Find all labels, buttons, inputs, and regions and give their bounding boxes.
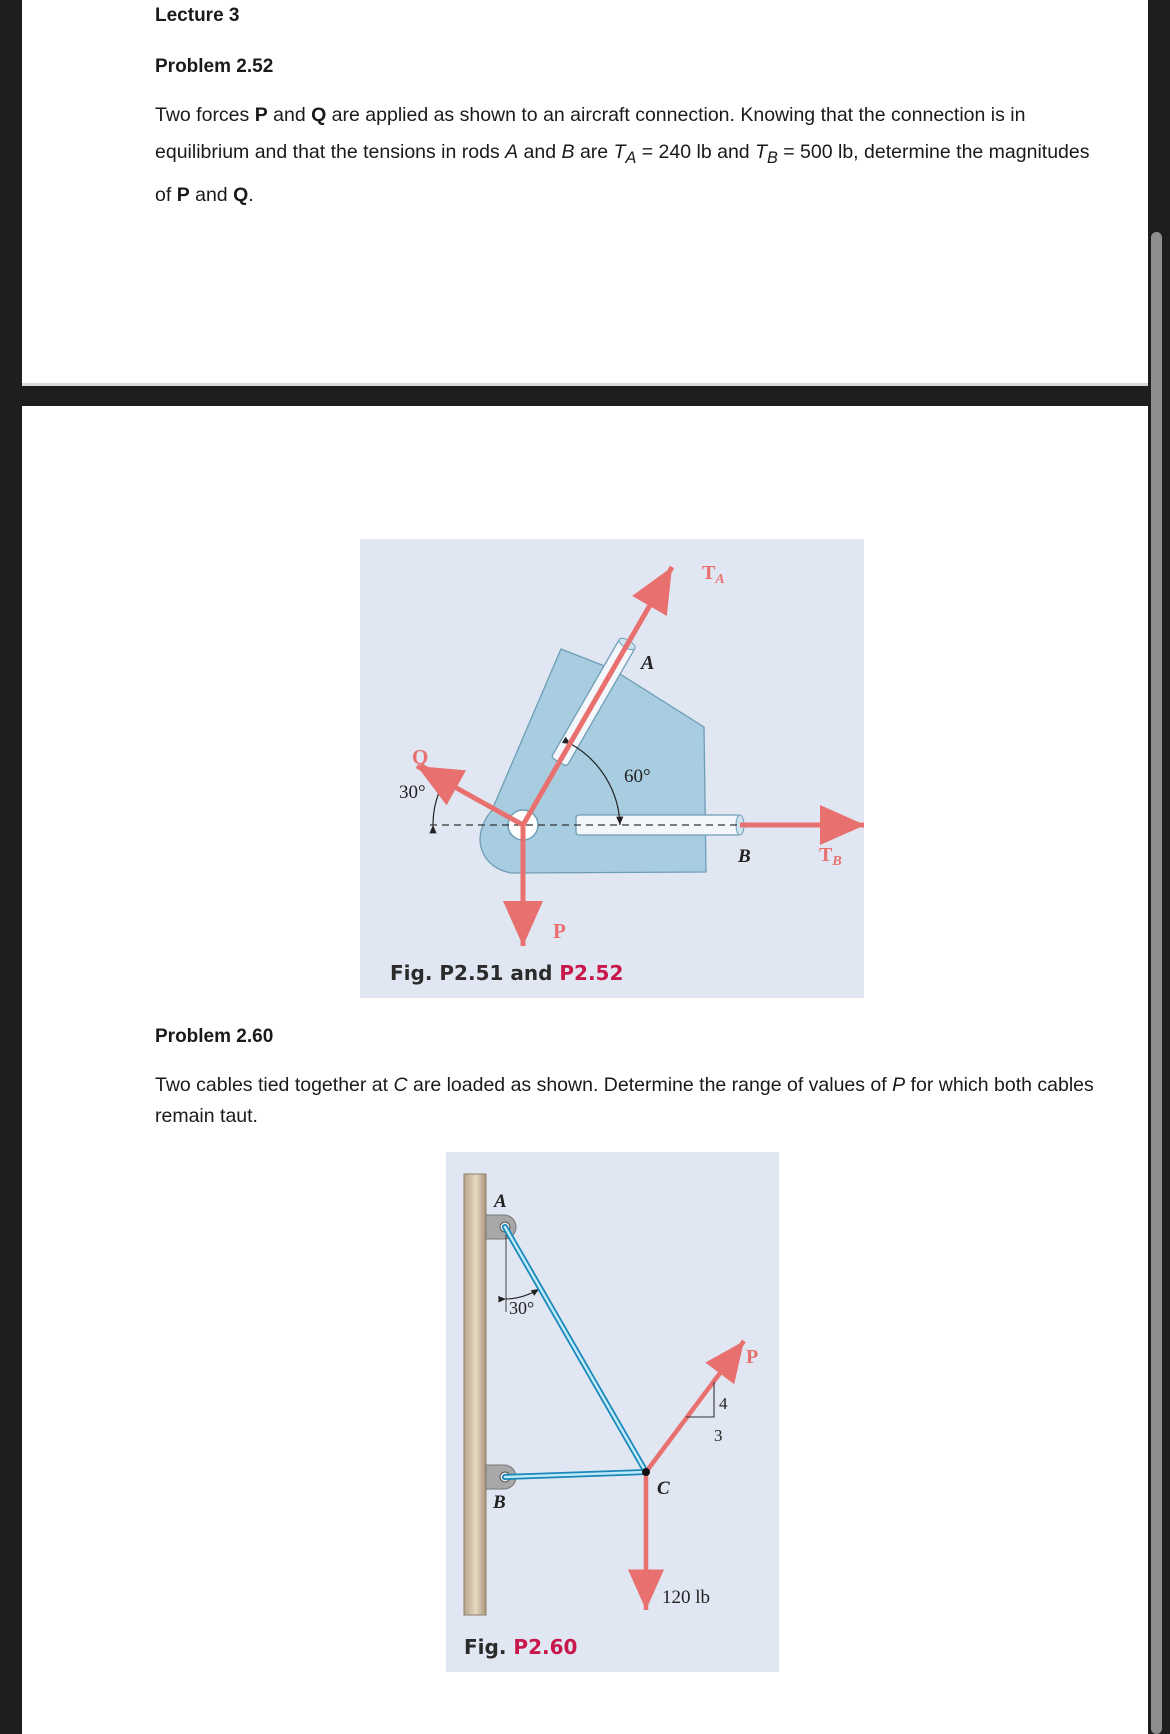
figure-p2-60-diagram <box>446 1152 779 1672</box>
document-page-1 <box>22 0 1148 383</box>
figure-p2-51-diagram <box>360 539 864 998</box>
angle-arc-30 <box>433 780 445 825</box>
label-q: Q <box>412 745 429 769</box>
vertical-scrollbar[interactable] <box>1151 232 1162 1734</box>
label-b: B <box>738 846 751 867</box>
figure-p2-60-panel <box>446 1152 779 1672</box>
label-a: A <box>641 652 655 674</box>
document-page-2 <box>22 406 1148 1734</box>
label-60-deg: 60° <box>624 766 651 787</box>
page-separator <box>22 383 1148 386</box>
label-c: C <box>657 1478 670 1499</box>
problem-260-heading: Problem 2.60 <box>155 1026 274 1047</box>
figure-p2-51-caption: Fig. P2.51 and P2.52 <box>390 961 624 985</box>
label-30-deg: 30° <box>399 782 426 803</box>
node-c <box>642 1468 650 1476</box>
label-p: P <box>553 919 566 943</box>
label-a: A <box>494 1191 507 1212</box>
lecture-title: Lecture 3 <box>155 5 240 26</box>
problem-252-statement: Two forces P and Q are applied as shown to an aircraft connection. Knowing that the connection is in equilibrium and that the tensions in rods A and B are $T_A = 240$ lb and $T_B = 500$ lb, determine the magnitudes of P and Q. <box>155 104 1090 206</box>
label-slope-3: 3 <box>714 1426 723 1445</box>
label-b: B <box>493 1492 506 1513</box>
label-p: P <box>746 1346 759 1368</box>
problem-252-heading: Problem 2.52 <box>155 56 274 77</box>
label-30-deg: 30° <box>509 1298 535 1318</box>
wall <box>464 1174 486 1615</box>
force-p-arrow <box>646 1341 744 1472</box>
figure-p2-51-panel <box>360 539 864 998</box>
problem-260-statement: Two cables tied together at C are loaded as shown. Determine the range of values of P for which both cables remain taut. <box>155 1074 1094 1127</box>
label-slope-4: 4 <box>719 1394 728 1413</box>
figure-p2-60-caption: Fig. P2.60 <box>464 1635 578 1659</box>
label-load: 120 lb <box>662 1587 711 1608</box>
label-tb: $T_B$ <box>819 844 842 869</box>
label-ta: $T_A$ <box>702 562 725 587</box>
